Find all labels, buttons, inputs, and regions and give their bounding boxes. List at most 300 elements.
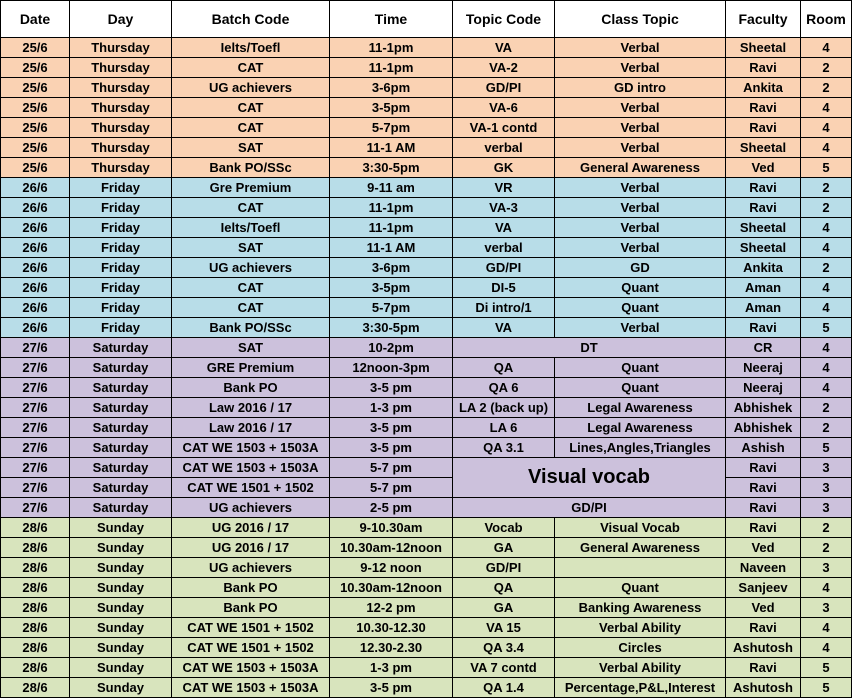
cell-day: Saturday (70, 338, 172, 358)
cell-day: Friday (70, 318, 172, 338)
cell-date: 28/6 (1, 558, 70, 578)
cell-faculty: Aman (726, 298, 801, 318)
header-class-topic: Class Topic (555, 1, 726, 38)
table-row (1, 578, 852, 598)
table-row (1, 78, 852, 98)
cell-date: 27/6 (1, 378, 70, 398)
cell-class-topic: Banking Awareness (555, 598, 726, 618)
cell-batch-code: CAT WE 1501 + 1502 (172, 638, 330, 658)
cell-faculty: Ashutosh (726, 638, 801, 658)
cell-class-topic: GD (555, 258, 726, 278)
cell-time: 3-5 pm (330, 378, 453, 398)
cell-day: Thursday (70, 38, 172, 58)
cell-faculty: Ashish (726, 438, 801, 458)
cell-class-topic: Verbal (555, 178, 726, 198)
cell-room: 5 (801, 678, 852, 698)
cell-batch-code: CAT WE 1503 + 1503A (172, 658, 330, 678)
cell-batch-code: SAT (172, 138, 330, 158)
cell-time: 3:30-5pm (330, 158, 453, 178)
cell-time: 9-11 am (330, 178, 453, 198)
header-faculty: Faculty (726, 1, 801, 38)
cell-date: 27/6 (1, 498, 70, 518)
cell-batch-code: Bank PO (172, 598, 330, 618)
cell-date: 26/6 (1, 198, 70, 218)
cell-topic-code: GD/PI (453, 558, 555, 578)
cell-time: 3:30-5pm (330, 318, 453, 338)
cell-topic-code: verbal (453, 238, 555, 258)
cell-batch-code: CAT (172, 58, 330, 78)
cell-class-topic: Lines,Angles,Triangles (555, 438, 726, 458)
cell-time: 11-1pm (330, 218, 453, 238)
cell-day: Saturday (70, 378, 172, 398)
table-row (1, 678, 852, 698)
table-row (1, 138, 852, 158)
cell-time: 3-5 pm (330, 438, 453, 458)
header-row (1, 1, 852, 38)
cell-topic-code: VA (453, 38, 555, 58)
cell-batch-code: Ielts/Toefl (172, 38, 330, 58)
cell-time: 3-5pm (330, 278, 453, 298)
cell-topic-code: Visual vocab (453, 458, 726, 498)
cell-class-topic: Verbal (555, 98, 726, 118)
cell-date: 26/6 (1, 178, 70, 198)
cell-batch-code: CAT WE 1503 + 1503A (172, 438, 330, 458)
cell-class-topic: Legal Awareness (555, 398, 726, 418)
cell-topic-code: QA 3.1 (453, 438, 555, 458)
cell-class-topic: Quant (555, 578, 726, 598)
cell-batch-code: CAT (172, 98, 330, 118)
cell-faculty: Ved (726, 158, 801, 178)
cell-topic-code: verbal (453, 138, 555, 158)
cell-batch-code: SAT (172, 338, 330, 358)
cell-class-topic: Quant (555, 378, 726, 398)
cell-faculty: Sheetal (726, 238, 801, 258)
cell-faculty: Abhishek (726, 418, 801, 438)
table-row (1, 458, 852, 478)
cell-time: 12.30-2.30 (330, 638, 453, 658)
cell-class-topic: Verbal (555, 118, 726, 138)
cell-room: 2 (801, 518, 852, 538)
cell-room: 2 (801, 198, 852, 218)
cell-day: Saturday (70, 398, 172, 418)
table-row (1, 398, 852, 418)
cell-topic-code: VR (453, 178, 555, 198)
cell-class-topic: Verbal (555, 238, 726, 258)
header-date: Date (1, 1, 70, 38)
cell-date: 27/6 (1, 358, 70, 378)
cell-room: 5 (801, 658, 852, 678)
cell-topic-code: VA 7 contd (453, 658, 555, 678)
table-row (1, 238, 852, 258)
cell-faculty: Ravi (726, 618, 801, 638)
cell-room: 4 (801, 618, 852, 638)
cell-time: 9-10.30am (330, 518, 453, 538)
cell-time: 11-1pm (330, 38, 453, 58)
cell-time: 11-1pm (330, 198, 453, 218)
cell-date: 25/6 (1, 158, 70, 178)
cell-date: 27/6 (1, 478, 70, 498)
cell-faculty: Ankita (726, 258, 801, 278)
cell-batch-code: UG achievers (172, 78, 330, 98)
cell-batch-code: CAT (172, 298, 330, 318)
cell-date: 27/6 (1, 398, 70, 418)
cell-room: 3 (801, 558, 852, 578)
cell-topic-code: DI-5 (453, 278, 555, 298)
cell-faculty: Ravi (726, 98, 801, 118)
cell-faculty: Sheetal (726, 38, 801, 58)
cell-time: 3-5 pm (330, 678, 453, 698)
cell-batch-code: UG 2016 / 17 (172, 518, 330, 538)
cell-day: Sunday (70, 578, 172, 598)
cell-room: 2 (801, 398, 852, 418)
cell-faculty: Ravi (726, 178, 801, 198)
cell-topic-code: LA 6 (453, 418, 555, 438)
table-row (1, 358, 852, 378)
cell-topic-code: QA 1.4 (453, 678, 555, 698)
cell-class-topic: GD intro (555, 78, 726, 98)
cell-room: 4 (801, 98, 852, 118)
cell-date: 26/6 (1, 238, 70, 258)
cell-faculty: Ravi (726, 118, 801, 138)
cell-faculty: Sheetal (726, 218, 801, 238)
header-day: Day (70, 1, 172, 38)
cell-batch-code: UG 2016 / 17 (172, 538, 330, 558)
cell-room: 3 (801, 478, 852, 498)
cell-class-topic: Verbal (555, 38, 726, 58)
table-row (1, 58, 852, 78)
cell-class-topic: Quant (555, 298, 726, 318)
cell-day: Thursday (70, 118, 172, 138)
cell-day: Sunday (70, 518, 172, 538)
cell-room: 2 (801, 418, 852, 438)
cell-time: 10.30am-12noon (330, 578, 453, 598)
table-row (1, 38, 852, 58)
table-row (1, 198, 852, 218)
table-row (1, 98, 852, 118)
table-row (1, 498, 852, 518)
cell-faculty: Ravi (726, 198, 801, 218)
cell-faculty: Ravi (726, 458, 801, 478)
cell-faculty: Ankita (726, 78, 801, 98)
cell-class-topic: Circles (555, 638, 726, 658)
cell-class-topic: Quant (555, 358, 726, 378)
cell-batch-code: CAT (172, 118, 330, 138)
table-row (1, 218, 852, 238)
cell-day: Saturday (70, 358, 172, 378)
cell-faculty: Aman (726, 278, 801, 298)
cell-time: 2-5 pm (330, 498, 453, 518)
cell-faculty: Ravi (726, 318, 801, 338)
table-row (1, 158, 852, 178)
cell-room: 3 (801, 598, 852, 618)
cell-date: 28/6 (1, 538, 70, 558)
cell-room: 3 (801, 498, 852, 518)
table-row (1, 118, 852, 138)
cell-date: 28/6 (1, 518, 70, 538)
cell-date: 28/6 (1, 618, 70, 638)
cell-day: Sunday (70, 678, 172, 698)
cell-date: 28/6 (1, 598, 70, 618)
cell-time: 5-7pm (330, 298, 453, 318)
cell-batch-code: CAT (172, 198, 330, 218)
table-row (1, 258, 852, 278)
cell-batch-code: SAT (172, 238, 330, 258)
cell-date: 27/6 (1, 438, 70, 458)
cell-batch-code: Bank PO (172, 378, 330, 398)
cell-date: 28/6 (1, 678, 70, 698)
cell-topic-code: LA 2 (back up) (453, 398, 555, 418)
cell-day: Saturday (70, 498, 172, 518)
cell-room: 2 (801, 258, 852, 278)
table-row (1, 278, 852, 298)
cell-faculty: Neeraj (726, 358, 801, 378)
cell-date: 26/6 (1, 218, 70, 238)
cell-time: 10.30-12.30 (330, 618, 453, 638)
cell-topic-code: DT (453, 338, 726, 358)
cell-batch-code: Law 2016 / 17 (172, 398, 330, 418)
cell-day: Saturday (70, 418, 172, 438)
cell-day: Saturday (70, 458, 172, 478)
cell-class-topic: Quant (555, 278, 726, 298)
cell-faculty: Abhishek (726, 398, 801, 418)
cell-batch-code: GRE Premium (172, 358, 330, 378)
cell-room: 2 (801, 538, 852, 558)
cell-topic-code: GA (453, 598, 555, 618)
cell-day: Sunday (70, 618, 172, 638)
cell-room: 2 (801, 78, 852, 98)
cell-topic-code: QA 6 (453, 378, 555, 398)
header-room: Room (801, 1, 852, 38)
cell-faculty: Sheetal (726, 138, 801, 158)
cell-batch-code: CAT WE 1501 + 1502 (172, 618, 330, 638)
cell-room: 4 (801, 278, 852, 298)
cell-room: 3 (801, 458, 852, 478)
table-row (1, 438, 852, 458)
cell-topic-code: Vocab (453, 518, 555, 538)
cell-class-topic: Legal Awareness (555, 418, 726, 438)
table-row (1, 638, 852, 658)
cell-day: Friday (70, 238, 172, 258)
cell-topic-code: VA-1 contd (453, 118, 555, 138)
cell-room: 4 (801, 238, 852, 258)
cell-topic-code: VA (453, 318, 555, 338)
cell-faculty: Sanjeev (726, 578, 801, 598)
cell-class-topic: General Awareness (555, 158, 726, 178)
cell-day: Friday (70, 198, 172, 218)
cell-room: 5 (801, 318, 852, 338)
cell-room: 5 (801, 158, 852, 178)
cell-batch-code: UG achievers (172, 258, 330, 278)
cell-day: Sunday (70, 538, 172, 558)
cell-time: 1-3 pm (330, 398, 453, 418)
cell-topic-code: VA-3 (453, 198, 555, 218)
table-row (1, 418, 852, 438)
cell-room: 4 (801, 218, 852, 238)
cell-batch-code: Bank PO (172, 578, 330, 598)
cell-batch-code: CAT WE 1503 + 1503A (172, 678, 330, 698)
cell-class-topic: Percentage,P&L,Interest (555, 678, 726, 698)
cell-topic-code: VA-6 (453, 98, 555, 118)
cell-time: 5-7 pm (330, 458, 453, 478)
schedule-body (1, 38, 852, 698)
cell-time: 1-3 pm (330, 658, 453, 678)
cell-date: 28/6 (1, 638, 70, 658)
cell-topic-code: QA 3.4 (453, 638, 555, 658)
cell-topic-code: GD/PI (453, 258, 555, 278)
cell-topic-code: VA 15 (453, 618, 555, 638)
cell-faculty: Ashutosh (726, 678, 801, 698)
table-row (1, 298, 852, 318)
cell-date: 25/6 (1, 38, 70, 58)
cell-day: Friday (70, 178, 172, 198)
cell-date: 25/6 (1, 78, 70, 98)
cell-faculty: CR (726, 338, 801, 358)
cell-topic-code: QA (453, 578, 555, 598)
cell-time: 11-1 AM (330, 138, 453, 158)
cell-time: 12noon-3pm (330, 358, 453, 378)
cell-batch-code: UG achievers (172, 498, 330, 518)
cell-date: 27/6 (1, 418, 70, 438)
cell-day: Thursday (70, 138, 172, 158)
cell-time: 3-5 pm (330, 418, 453, 438)
cell-day: Friday (70, 258, 172, 278)
cell-room: 4 (801, 138, 852, 158)
cell-batch-code: UG achievers (172, 558, 330, 578)
table-row (1, 518, 852, 538)
cell-topic-code: GD/PI (453, 78, 555, 98)
cell-room: 4 (801, 118, 852, 138)
header-time: Time (330, 1, 453, 38)
table-row (1, 178, 852, 198)
cell-batch-code: CAT WE 1501 + 1502 (172, 478, 330, 498)
cell-topic-code: QA (453, 358, 555, 378)
cell-room: 4 (801, 378, 852, 398)
cell-room: 2 (801, 58, 852, 78)
cell-time: 3-6pm (330, 258, 453, 278)
cell-topic-code: GA (453, 538, 555, 558)
cell-class-topic: Verbal (555, 58, 726, 78)
cell-day: Saturday (70, 438, 172, 458)
cell-day: Thursday (70, 158, 172, 178)
cell-time: 5-7 pm (330, 478, 453, 498)
cell-day: Saturday (70, 478, 172, 498)
cell-faculty: Ved (726, 538, 801, 558)
cell-day: Thursday (70, 98, 172, 118)
cell-room: 4 (801, 298, 852, 318)
cell-date: 25/6 (1, 138, 70, 158)
cell-day: Sunday (70, 598, 172, 618)
cell-room: 4 (801, 38, 852, 58)
cell-day: Sunday (70, 558, 172, 578)
table-row (1, 378, 852, 398)
cell-faculty: Ravi (726, 518, 801, 538)
cell-faculty: Ved (726, 598, 801, 618)
table-row (1, 598, 852, 618)
cell-batch-code: Gre Premium (172, 178, 330, 198)
cell-date: 25/6 (1, 118, 70, 138)
cell-class-topic: Visual Vocab (555, 518, 726, 538)
cell-date: 28/6 (1, 578, 70, 598)
cell-day: Friday (70, 218, 172, 238)
cell-time: 5-7pm (330, 118, 453, 138)
cell-date: 28/6 (1, 658, 70, 678)
cell-day: Sunday (70, 638, 172, 658)
cell-time: 10-2pm (330, 338, 453, 358)
cell-batch-code: Ielts/Toefl (172, 218, 330, 238)
cell-date: 25/6 (1, 58, 70, 78)
table-row (1, 558, 852, 578)
cell-batch-code: Bank PO/SSc (172, 318, 330, 338)
table-row (1, 658, 852, 678)
cell-time: 3-6pm (330, 78, 453, 98)
cell-class-topic: Verbal (555, 198, 726, 218)
cell-topic-code: VA-2 (453, 58, 555, 78)
cell-room: 2 (801, 178, 852, 198)
cell-class-topic (555, 558, 726, 578)
cell-time: 11-1pm (330, 58, 453, 78)
cell-faculty: Ravi (726, 658, 801, 678)
cell-day: Thursday (70, 58, 172, 78)
cell-date: 26/6 (1, 258, 70, 278)
cell-room: 4 (801, 578, 852, 598)
cell-room: 4 (801, 338, 852, 358)
cell-class-topic: Verbal (555, 318, 726, 338)
cell-day: Friday (70, 298, 172, 318)
table-row (1, 338, 852, 358)
cell-time: 3-5pm (330, 98, 453, 118)
cell-class-topic: Verbal Ability (555, 618, 726, 638)
cell-topic-code: GD/PI (453, 498, 726, 518)
cell-topic-code: GK (453, 158, 555, 178)
cell-room: 5 (801, 438, 852, 458)
cell-time: 11-1 AM (330, 238, 453, 258)
cell-day: Thursday (70, 78, 172, 98)
cell-topic-code: VA (453, 218, 555, 238)
cell-date: 26/6 (1, 318, 70, 338)
table-row (1, 618, 852, 638)
cell-time: 9-12 noon (330, 558, 453, 578)
cell-faculty: Ravi (726, 498, 801, 518)
header-topic-code: Topic Code (453, 1, 555, 38)
cell-time: 12-2 pm (330, 598, 453, 618)
table-row (1, 318, 852, 338)
cell-date: 26/6 (1, 298, 70, 318)
cell-class-topic: Verbal (555, 218, 726, 238)
cell-class-topic: General Awareness (555, 538, 726, 558)
cell-batch-code: Law 2016 / 17 (172, 418, 330, 438)
cell-batch-code: CAT WE 1503 + 1503A (172, 458, 330, 478)
cell-topic-code: Di intro/1 (453, 298, 555, 318)
cell-date: 25/6 (1, 98, 70, 118)
cell-class-topic: Verbal Ability (555, 658, 726, 678)
cell-batch-code: CAT (172, 278, 330, 298)
cell-faculty: Ravi (726, 478, 801, 498)
cell-room: 4 (801, 638, 852, 658)
cell-faculty: Neeraj (726, 378, 801, 398)
cell-day: Sunday (70, 658, 172, 678)
cell-class-topic: Verbal (555, 138, 726, 158)
cell-date: 26/6 (1, 278, 70, 298)
cell-room: 4 (801, 358, 852, 378)
cell-date: 27/6 (1, 458, 70, 478)
cell-time: 10.30am-12noon (330, 538, 453, 558)
cell-day: Friday (70, 278, 172, 298)
table-row (1, 538, 852, 558)
cell-faculty: Naveen (726, 558, 801, 578)
cell-date: 27/6 (1, 338, 70, 358)
cell-batch-code: Bank PO/SSc (172, 158, 330, 178)
header-batch-code: Batch Code (172, 1, 330, 38)
